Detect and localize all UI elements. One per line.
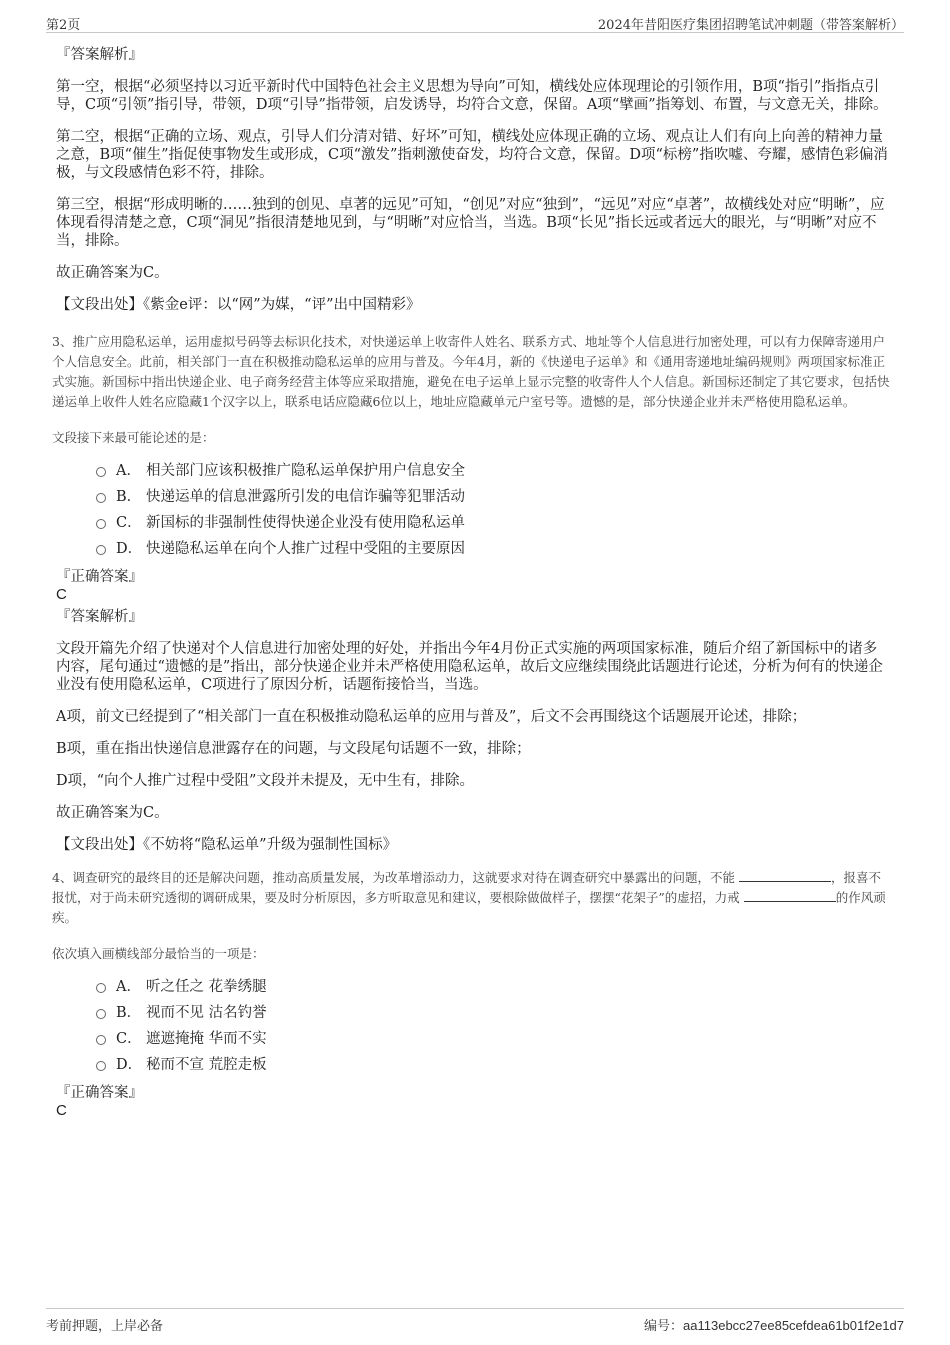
source-citation: 【文段出处】《紫金e评：以“网”为媒，“评”出中国精彩》	[56, 297, 421, 313]
option-a[interactable]: A． 相关部门应该积极推广隐私运单保护用户信息安全	[96, 458, 890, 484]
footer-slogan: 考前押题，上岸必备	[46, 1319, 164, 1334]
option-a[interactable]: A． 听之任之 花拳绣腿	[96, 974, 890, 1000]
option-c[interactable]: C． 新国标的非强制性使得快递企业没有使用隐私运单	[96, 510, 890, 536]
radio-icon[interactable]	[96, 519, 106, 529]
question-stem: 3、推广应用隐私运单，运用虚拟号码等去标识化技术，对快递运单上收寄件人姓名、联系方式、地址等个人信息进行加密处理，可以有力保障寄递用户个人信息安全。此前，相关部门一直在积极推动隐私运单的应用与普及。今年4月，新的《快递电子运单》和《通用寄递地址编码规则》两项国家标准正式实施。新国标中指出快递企业、电子商务经营主体等应采取措施，避免在电子运单上显示完整的收寄件人个人信息。新国标还制定了其它要求，包括快递运单上收件人姓名应隐藏1个汉字以上，联系电话应隐藏6位以上，地址应隐藏单元户室号等。遗憾的是，部分快递企业并未严格使用隐私运单。	[52, 334, 890, 409]
analysis-paragraph: D项，“向个人推广过程中受阻”文段并未提及，无中生有，排除。	[56, 773, 474, 789]
option-b[interactable]: B． 快递运单的信息泄露所引发的电信诈骗等犯罪活动	[96, 484, 890, 510]
fill-blank	[744, 889, 836, 902]
question-prompt: 文段接下来最可能论述的是：	[52, 430, 215, 445]
option-b[interactable]: B． 视而不见 沽名钓誉	[96, 1000, 890, 1026]
fill-blank	[739, 869, 831, 882]
analysis-paragraph: B项，重在指出快递信息泄露存在的问题，与文段尾句话题不一致，排除；	[56, 741, 531, 757]
page-number: 第2页	[46, 18, 81, 33]
answer-tag: 『正确答案』	[56, 569, 143, 585]
correct-answer: C	[56, 586, 67, 603]
radio-icon[interactable]	[96, 1061, 106, 1071]
option-list	[96, 974, 890, 1078]
conclusion: 故正确答案为C。	[56, 265, 169, 281]
analysis-paragraph: A项，前文已经提到了“相关部门一直在积极推动隐私运单的应用与普及”，后文不会再围绕这个话题展开论述，排除；	[56, 709, 807, 725]
analysis-paragraph: 第一空，根据“必须坚持以习近平新时代中国特色社会主义思想为导向”可知，横线处应体现理论的引领作用，B项“指引”指指点引导，C项“引领”指引导，带领，D项“引导”指带领，启发诱导，均符合文意，保留。A项“擘画”指筹划、布置，与文意无关，排除。	[56, 79, 888, 113]
page-footer	[46, 1308, 904, 1334]
analysis-tag: 『答案解析』	[56, 609, 143, 625]
analysis-paragraph: 文段开篇先介绍了快递对个人信息进行加密处理的好处，并指出今年4月份正式实施的两项国家标准，随后介绍了新国标中的诸多内容，尾句通过“遗憾的是”指出，部分快递企业并未严格使用隐私运单，故后文应继续围绕此话题进行论述，分析为何有的快递企业没有使用隐私运单，C项进行了原因分析，话题衔接恰当，当选。	[56, 641, 883, 693]
option-c[interactable]: C． 遮遮掩掩 华而不实	[96, 1026, 890, 1052]
correct-answer: C	[56, 1102, 67, 1119]
page-header	[46, 12, 904, 33]
analysis-paragraph: 第二空，根据“正确的立场、观点，引导人们分清对错、好坏”可知，横线处应体现正确的立场、观点让人们有向上向善的精神力量之意，B项“催生”指促使事物发生或形成，C项“激发”指刺激使奋发，均符合文意，保留。D项“标榜”指吹嘘、夸耀，感情色彩偏消极，与文段感情色彩不符，排除。	[56, 129, 888, 181]
source-citation: 【文段出处】《不妨将“隐私运单”升级为强制性国标》	[56, 837, 398, 853]
conclusion: 故正确答案为C。	[56, 805, 169, 821]
radio-icon[interactable]	[96, 983, 106, 993]
radio-icon[interactable]	[96, 493, 106, 503]
radio-icon[interactable]	[96, 1009, 106, 1019]
answer-tag: 『正确答案』	[56, 1085, 143, 1101]
option-d[interactable]: D． 快递隐私运单在向个人推广过程中受阻的主要原因	[96, 536, 890, 562]
option-list	[96, 458, 890, 562]
radio-icon[interactable]	[96, 467, 106, 477]
question-stem: 4、调查研究的最终目的还是解决问题，推动高质量发展，为改革增添动力，这就要求对待在调查研究中暴露出的问题，不能 ，报喜不报忧，对于尚未研究透彻的调研成果，要及时分析原因，多方听取意见和建议，要根除做做样子，摆摆“花架子”的虚招，力戒 的作风顽疾。	[52, 870, 886, 925]
radio-icon[interactable]	[96, 1035, 106, 1045]
radio-icon[interactable]	[96, 545, 106, 555]
document-id: 编号：aa113ebcc27ee85cefdea61b01f2e1d7	[644, 1318, 904, 1333]
analysis-tag: 『答案解析』	[56, 47, 143, 63]
option-d[interactable]: D． 秘而不宣 荒腔走板	[96, 1052, 890, 1078]
document-body	[52, 46, 890, 1124]
document-title: 2024年昔阳医疗集团招聘笔试冲刺题（带答案解析）	[597, 18, 904, 33]
analysis-paragraph: 第三空，根据“形成明晰的……独到的创见、卓著的远见”可知，“创见”对应“独到”，“远见”对应“卓著”，故横线处对应“明晰”，应体现看得清楚之意，C项“洞见”指很清楚地见到，与“明晰”对应恰当，当选。B项“长见”指长远或者远大的眼光，与“明晰”对应不当，排除。	[56, 197, 885, 249]
question-prompt: 依次填入画横线部分最恰当的一项是：	[52, 946, 265, 961]
